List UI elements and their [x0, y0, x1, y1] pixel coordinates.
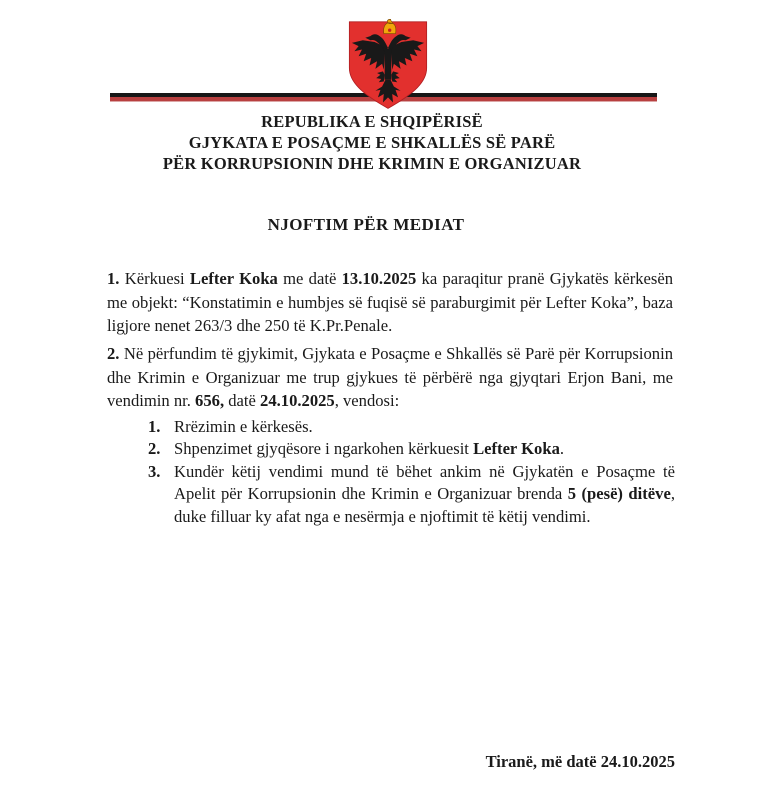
list-item — [148, 438, 675, 460]
list-item-number: 2. — [148, 439, 161, 459]
appeal-deadline: 5 (pesë) ditëve — [567, 484, 671, 504]
paragraph-1-number: 1. — [107, 269, 120, 288]
place-and-date-line: Tiranë, më datë 24.10.2025 — [485, 752, 675, 771]
decision-number: 656, — [195, 391, 225, 411]
list-item-text: Shpenzimet gjyqësore i ngarkohen kërkuesit Lefter Koka. — [174, 439, 565, 459]
helmet-detail — [388, 29, 391, 32]
court-name-line2: PËR KORRUPSIONIN DHE KRIMIN E ORGANIZUAR — [162, 153, 582, 173]
institution-header — [0, 112, 760, 174]
requester-name: Lefter Koka — [473, 439, 560, 459]
paragraph-decision: 2. Në përfundim të gjykimit, Gjykata e Posaçme e Shkallës së Parë për Korrupsionin dhe Krimin e Organizuar me trup gjykues të përbërë nga gjyqtari Erjon Bani, me vendimin nr. 656, datë 24.10.2025, vendosi: — [107, 344, 673, 411]
list-item-number: 3. — [148, 461, 161, 481]
decision-date: 24.10.2025 — [260, 391, 335, 411]
list-item — [148, 416, 675, 438]
decision-points-list — [148, 416, 675, 528]
list-item-text: Kundër këtij vendimi mund të bëhet ankim në Gjykatën e Posaçme të Apelit për Korrupsionin dhe Krimin e Organizuar brenda 5 (pesë) ditëve, duke filluar ky afat nga e nesërmja e njoftimit të këtij vendimi. — [174, 461, 675, 526]
list-item — [148, 461, 675, 528]
paragraph-2-number: 2. — [107, 344, 120, 363]
list-item-text: Rrëzimin e kërkesës. — [174, 417, 313, 436]
list-item-number: 1. — [148, 417, 161, 436]
requester-name: Lefter Koka — [189, 269, 278, 288]
document-title: NJOFTIM PËR MEDIAT — [267, 215, 465, 234]
eagle-shield-icon — [346, 19, 430, 112]
paragraph-request: 1. Kërkuesi Lefter Koka me datë 13.10.2025 ka paraqitur pranë Gjykatës kërkesën me objekt: “Konstatimin e humbjes së fuqisë së paraburgimit për Lefter Koka”, baza ligjore nenet 263/3 dhe 250 të K.Pr.Penale. — [107, 269, 674, 336]
republic-name: REPUBLIKA E SHQIPËRISË — [261, 112, 483, 131]
court-name-line1: GJYKATA E POSAÇME E SHKALLËS SË PARË — [188, 132, 556, 152]
albanian-coat-of-arms-icon — [346, 19, 430, 112]
request-date: 13.10.2025 — [341, 269, 417, 288]
